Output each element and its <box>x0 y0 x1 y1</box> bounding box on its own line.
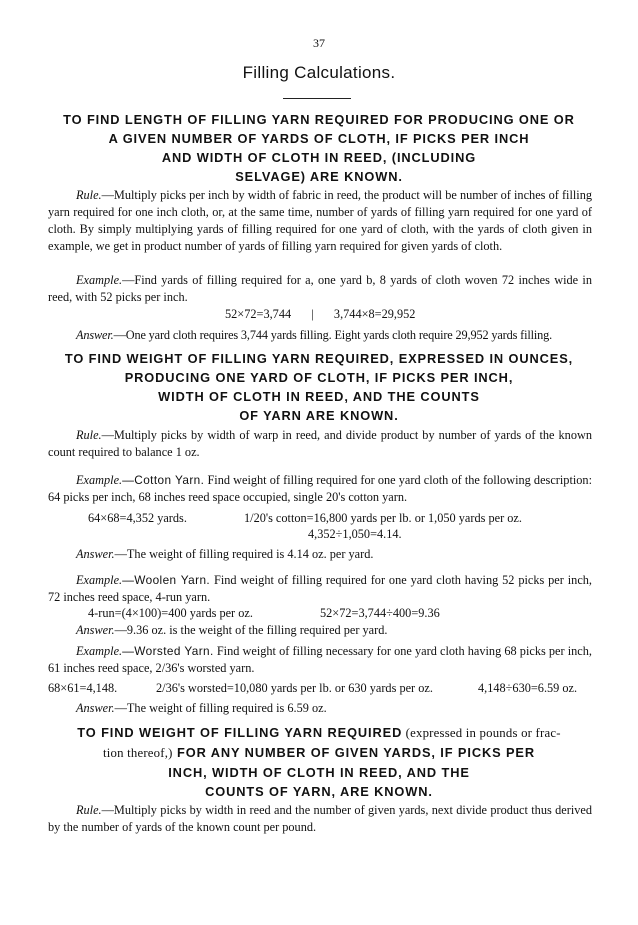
section3-heading-line: COUNTS OF YARN, ARE KNOWN. <box>205 784 433 799</box>
section3-rule <box>48 802 592 836</box>
section1-heading-line: A GIVEN NUMBER OF YARDS OF CLOTH, IF PICKS PER INCH <box>108 131 530 146</box>
section1-heading-line: AND WIDTH OF CLOTH IN REED, (INCLUDING <box>161 150 477 165</box>
section3-heading-part: FOR ANY NUMBER OF GIVEN YARDS, IF PICKS PER <box>172 745 536 760</box>
section2-answer-worsted <box>48 700 592 717</box>
answer-text: —One yard cloth requires 3,744 yards filling. Eight yards cloth require 29,952 yards filling. <box>113 328 553 342</box>
answer-text: —The weight of filling required is 4.14 oz. per yard. <box>114 547 374 561</box>
answer-label: Answer. <box>76 328 114 342</box>
example-kind: —Cotton Yarn. <box>122 473 205 487</box>
section3-heading-line: INCH, WIDTH OF CLOTH IN REED, AND THE <box>168 765 470 780</box>
answer-text: —The weight of filling required is 6.59 oz. <box>114 701 327 715</box>
section1-heading-line: TO FIND LENGTH OF FILLING YARN REQUIRED FOR PRODUCING ONE OR <box>63 112 575 127</box>
example-label: Example. <box>76 573 123 587</box>
answer-text: —9.36 oz. is the weight of the filling required per yard. <box>114 623 388 637</box>
answer-label: Answer. <box>76 547 115 561</box>
section2-heading-line: OF YARN ARE KNOWN. <box>239 408 399 423</box>
example-kind: —Woolen Yarn. <box>122 573 211 587</box>
section2-heading-line: TO FIND WEIGHT OF FILLING YARN REQUIRED, EXPRESSED IN OUNCES, <box>64 351 574 366</box>
cotton-calc-c: 4,352÷1,050=4.14. <box>308 527 402 541</box>
rule-label: Rule. <box>76 803 102 817</box>
example-text: Find weight of filling required for one yard cloth having 52 picks per inch, 72 inches reed space, 4-run yarn. <box>48 573 592 604</box>
example-text: Find weight of filling required for one yard cloth of the following description: 64 picks per inch, 68 inches reed space occupied, single 20's cotton yarn. <box>48 473 592 504</box>
rule-label: Rule. <box>76 428 102 442</box>
example-label: Example. <box>76 644 123 658</box>
worsted-calc-c: 4,148÷630=6.59 oz. <box>478 681 578 695</box>
section3-heading <box>36 723 602 801</box>
woolen-calc-a: 4-run=(4×100)=400 yards per oz. <box>88 606 253 620</box>
section2-example-cotton <box>48 472 592 506</box>
section1-answer <box>48 327 592 344</box>
section2-heading <box>36 349 602 425</box>
section2-example-worsted <box>48 643 592 677</box>
title-divider <box>283 98 351 99</box>
example-text: Find weight of filling necessary for one yard cloth having 68 picks per inch, 61 inches reed space, 2/36's worsted yarn. <box>48 644 592 675</box>
example-text: —Find yards of filling required for a, one yard b, 8 yards of cloth woven 72 inches wide in reed, with 52 picks per inch. <box>48 273 592 304</box>
section1-calculation <box>225 306 415 323</box>
section3-heading-part: tion thereof,) <box>102 746 173 760</box>
page-title: Filling Calculations. <box>242 63 396 82</box>
woolen-calc-b: 52×72=3,744÷400=9.36 <box>320 606 440 620</box>
section2-answer-cotton <box>48 546 592 563</box>
example-label: Example. <box>76 273 123 287</box>
rule-text: —Multiply picks by width in reed and the number of given yards, next divide product thus derived by the number of yards of the known count per pound. <box>48 803 592 834</box>
section2-heading-line: PRODUCING ONE YARD OF CLOTH, IF PICKS PER INCH, <box>124 370 514 385</box>
section2-example-woolen <box>48 572 592 606</box>
section2-rule <box>48 427 592 461</box>
section3-heading-part: TO FIND WEIGHT OF FILLING YARN REQUIRED <box>77 725 403 740</box>
example-kind: —Worsted Yarn. <box>122 644 214 658</box>
calc-a: 52×72=3,744 <box>225 307 292 321</box>
rule-text: —Multiply picks per inch by width of fabric in reed, the product will be number of inches of filling yarn required for one inch cloth, or, at the same time, number of yards of filling yarn required for one yard of cloth. By simply multiplying yards of filling required for one yard of cloth, with the yards of cloth given in example, we get in product number of yards of filling yarn required for given yards of cloth. <box>48 188 592 253</box>
worsted-calc-b: 2/36's worsted=10,080 yards per lb. or 630 yards per oz. <box>156 681 433 695</box>
answer-label: Answer. <box>76 623 115 637</box>
answer-label: Answer. <box>76 701 115 715</box>
section1-heading-line: SELVAGE) ARE KNOWN. <box>235 169 403 184</box>
section2-answer-woolen <box>48 622 592 639</box>
page-number: 37 <box>313 36 325 50</box>
worsted-calc-a: 68×61=4,148. <box>48 681 118 695</box>
rule-text: —Multiply picks by width of warp in reed, and divide product by number of yards of the known count required to balance 1 oz. <box>48 428 592 459</box>
calc-b: 3,744×8=29,952 <box>333 307 416 321</box>
cotton-calc-b: 1/20's cotton=16,800 yards per lb. or 1,050 yards per oz. <box>244 511 522 525</box>
section1-heading <box>36 110 602 186</box>
rule-label: Rule. <box>76 188 102 202</box>
cotton-calc-a: 64×68=4,352 yards. <box>88 511 187 525</box>
section1-rule <box>48 187 592 255</box>
section2-heading-line: WIDTH OF CLOTH IN REED, AND THE COUNTS <box>158 389 480 404</box>
section1-example <box>48 272 592 306</box>
calc-separator: | <box>311 307 314 321</box>
example-label: Example. <box>76 473 123 487</box>
section3-heading-part: (expressed in pounds or frac- <box>402 726 561 740</box>
